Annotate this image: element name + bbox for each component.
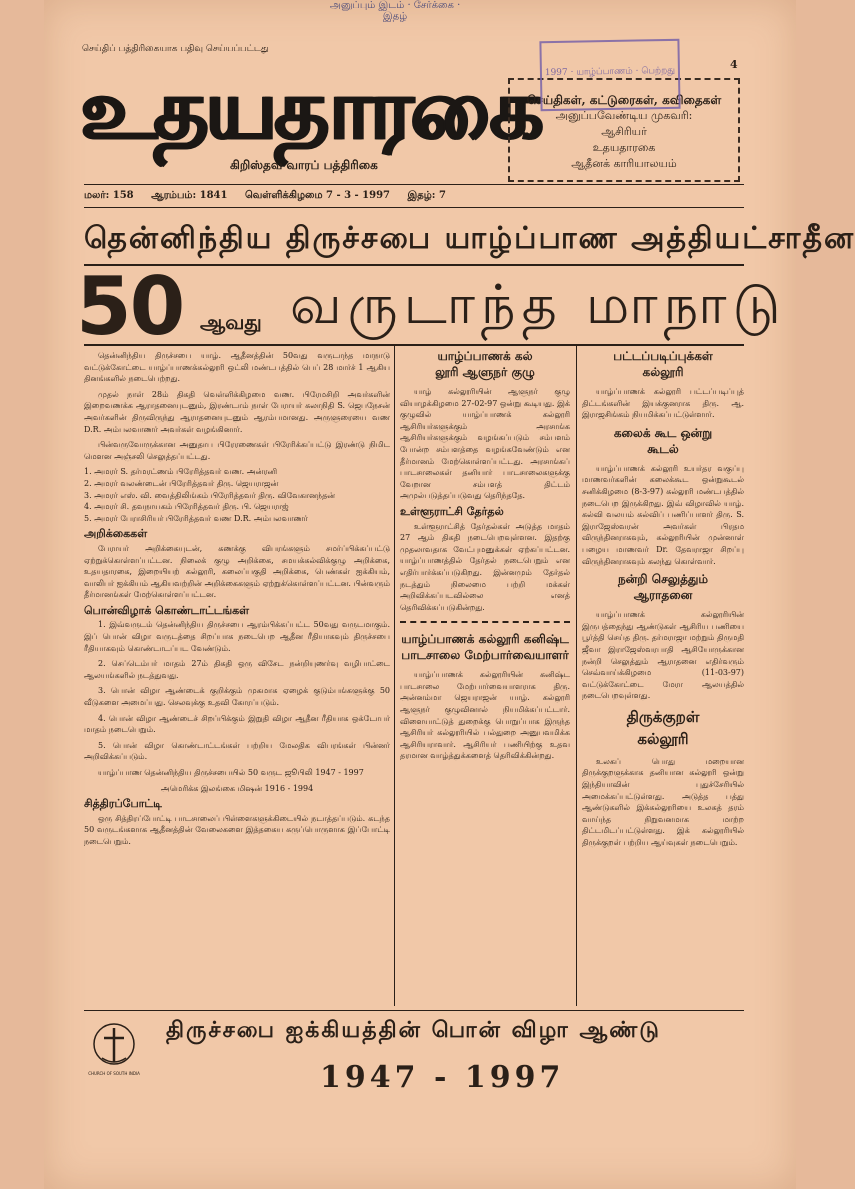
heading-line: கூடல் [647, 441, 679, 456]
article-heading [582, 425, 744, 457]
headline-number: 50 [76, 260, 184, 353]
dashed-divider [400, 621, 570, 623]
heading-line: லூரி ஆளுநர் குழு [435, 365, 535, 379]
section-heading: சித்திரப்போட்டி [84, 797, 162, 811]
founded: ஆரம்பம்: 1841 [151, 190, 228, 201]
heading-line: நன்றி செலுத்தும் [617, 572, 709, 587]
column-middle [400, 348, 570, 1008]
contact-line: ஆசிரியர் [601, 125, 647, 138]
article-heading [582, 706, 744, 750]
jubilee-years: 1947 - 1997 [320, 1060, 565, 1095]
jubilee-title: திருச்சபை ஐக்கியத்தின் பொன் விழா ஆண்டு [166, 1018, 661, 1043]
issue-date: வெள்ளிக்கிழமை 7 - 3 - 1997 [244, 190, 390, 201]
received-stamp-text: 1997 · யாழ்ப்பாணம் · பெற்றது [544, 65, 676, 79]
volume: மலர்: 158 [84, 190, 134, 201]
article-paragraph: பின்வருவோருக்கான அனுதாப பிரேரணைகள் பிரேரிக்கப்பட்டு இரண்டு நிமிட மௌன அஞ்சலி செலுத்தப்பட்டது. [84, 440, 390, 461]
section-heading: பொன்விழாக் கொண்டாட்டங்கள் [84, 603, 250, 617]
article-paragraph: 1. இவ்வருடம் தென்னிந்திய திருச்சபை ஆரம்பிக்கப்பட்ட 50வது வருடமாகும். இப் பொன் விழா வருடத்தை சிறப்பாக நடைபெற ஆதீன ரீதியாகவும் திருச்சபை ரீதியாகவும் கொண்டாடப்பட வேண்டும். [84, 620, 390, 653]
article-paragraph: அமெரிக்க இலங்கை மிஷன் 1916 - 1994 [160, 783, 314, 793]
motion-item: 5. அமரர் பேராசிரியர் பிரேரித்தவர் வண D.R. அம்பலவாணர் [84, 513, 308, 523]
contact-line: உதயதாரகை [592, 141, 656, 154]
article-paragraph: யாழ்ப்பாணக் கல்லூரி பட்டப்படிப்புத் திட்டங்களின் இயக்குனராக திரு. ஆ. இராஜசிங்கம் நியமிக்கப்பட்டுள்ளார். [582, 387, 744, 420]
heading-line: கல்லூரி [637, 729, 689, 748]
contact-line: ஆதீனக் காரியாலயம் [571, 157, 677, 170]
article-paragraph: 5. பொன் விழா கொண்டாட்டங்கள் பற்றிய மேலதிக விபரங்கள் பின்னர் அறிவிக்கப்படும். [84, 740, 390, 762]
heading-line: திருக்குறள் [626, 707, 700, 726]
page-number: 4 [730, 58, 738, 71]
headline-rule [84, 344, 744, 346]
top-address-stamp: அனுப்பும் இடம் · சேர்க்கை · இதழ் [329, 0, 461, 22]
article-paragraph: உள்ளூராட்சித் தேர்தல்கள் அடுத்த மாதம் 27 ஆம் திகதி நடைபெறவுள்ளன. இதற்கு முதலாவதாக வேட்புமனுக்கள் ஏற்கப்பட்டன. யாழ்ப்பாணத்தில் தேர்தல் நடைபெறும் என எதிர்பார்க்கப்படுகிறது. இன்னமும் தேர்தல் நடத்தும் நிலைமை பற்றி மக்கள் அறிவிக்கப்படவில்லை எனத் தெரிவிக்கப்படுகின்றது. [400, 521, 570, 612]
article-heading: உள்ளூராட்சி தேர்தல் [400, 504, 504, 518]
article-paragraph: யாழ்ப்பாண தென்னிந்திய திருச்சபையில் 50 வருட ஜூபிலி 1947 - 1997 [98, 768, 364, 777]
article-paragraph: யாழ்ப்பாணக் கல்லூரியின் கனிஷ்ட பாடசாலை மேற்பார்வையாளராக திரு. அன்னம்மா ஜெயராஜன் யாழ். கல்லூரி ஆளுநர் குழுவினால் நியமிக்கப்பட்டார். விளையாட்டுத் துறைக்கு பொறுப்பாக இருந்த ஆசிரியர் கல்லூரியில் பல்துறை அனுபவமிக்க ஆசிரியராவார். ஆசிரியர் பணியிற்கு உதவ தரமான வாழ்த்துக்களைத் தெரிவிக்கின்றது. [400, 670, 570, 761]
motion-item: 2. அமரர் வலண்டைன் பிரேரித்தவர் திரு. ஜெயராஜன் [84, 478, 279, 488]
heading-line: கல்லூரி [642, 365, 684, 379]
issue-number: இதழ்: 7 [407, 190, 446, 201]
motion-item: 4. அமரர் சி. தவநாயகம் பிரேரித்தவர் திரு. பி. ஜெயராஜ் [84, 502, 289, 512]
dateline [84, 184, 744, 208]
article-paragraph: 3. பொன் விழா ஆண்டைக் குறிக்கும் முகமாக ஏழைக் குடும்பங்களுக்கு 50 வீடுகளை அமைப்பது. செலவுக்கு உதவி கோரப்படும். [84, 686, 390, 708]
headline-line1: தென்னிந்திய திருச்சபை யாழ்ப்பாண அத்தியட்சாதீன [84, 214, 744, 266]
column-rule [394, 346, 395, 1006]
article-heading [400, 348, 570, 380]
article-paragraph: ஒரு சித்திரப்போட்டி பாடசாலைப் பிள்ளைகளுக்கிடையில் நடாத்தப்படும். கடந்த 50 வருடங்களாக ஆதீனத்தின் வேலைகளை இத்தகைய கருப்பொருளாக இப்போட்டி நடைபெறும். [84, 813, 390, 846]
motion-item: 3. அமரர் எஸ். வி. வைத்திலிங்கம் பிரேரித்தவர் திரு. விவேகானந்தன் [84, 490, 336, 500]
article-heading: யாழ்ப்பாணக் கல்லூரி கனிஷ்ட பாடசாலை மேற்பார்வையாளர் [401, 632, 569, 663]
article-paragraph: பேராயர் அறிக்கையுடன், கணக்கு விபரங்களும் சமர்ப்பிக்கப்பட்டு ஏற்றுக்கொள்ளப்பட்டன. நிலைக் குழு அறிக்கை, சமயக்கல்விக்குழு அறிக்கை, உதயதாரகை, இறையியற் கல்லூரி, கலைப்பகுதி அறிக்கை, பெண்கள் ஐக்கியம், வாலிபர் ஐக்கியம் ஆகியவற்றின் அறிக்கைகளும் ஏற்றுக்கொள்ளப்பட்டன. பின்வரும் தீர்மானங்கள் மேற்கொள்ளப்பட்டன. [84, 543, 390, 600]
contact-box-lead: செய்திகள், கட்டுரைகள், கவிதைகள் [526, 93, 722, 107]
article-paragraph: யாழ்ப்பாணக் கல்லூரியின் இருபத்தைந்து ஆண்டுகள் ஆசிரிய பணியை பூர்த்தி செய்த திரு. தர்மராஜா மற்றும் திருமதி ஜீவா இராஜேஸ்வரபாதி ஆசியோருக்கான நன்றி செலுத்தும் ஆராதனை எதிர்வரும் செவ்வாய்க்கிழமை (11-03-97) வட்டுக்கோட்டை மேரா ஆலயத்தில் நடைபெறவுள்ளது. [582, 610, 744, 701]
motion-item: 1. அமரர் S. தர்மரட்ணம் பிரேரித்தவர் வண. அன்ரனி [84, 467, 278, 477]
heading-line: பட்டப்படிப்புக்கள் [613, 349, 713, 363]
masthead-subtitle: கிறிஸ்தவ வாரப் பத்திரிகை [230, 158, 378, 172]
headline-ordinal: ஆவது [200, 310, 262, 334]
column-rule [576, 346, 577, 1006]
article-paragraph: 4. பொன் விழா ஆண்டைச் சிறப்பிக்கும் இறுதி விழா ஆதீன ரீதியாக ஒக்டோபர் மாதம் நடைபெறும். [84, 713, 390, 735]
column-right [582, 348, 744, 1008]
headline-main: வருடாந்த மாநாடு [290, 273, 787, 336]
article-heading [582, 571, 744, 603]
received-stamp [539, 39, 680, 111]
csi-logo-icon [88, 1018, 140, 1078]
article-conference [84, 350, 390, 1000]
section-heading: அறிக்கைகள் [84, 527, 148, 541]
contact-line: அனுப்பவேண்டிய முகவரி: [555, 109, 693, 122]
logo-text: CHURCH OF SOUTH INDIA [88, 1071, 140, 1076]
article-paragraph: முதல் நாள் 28ம் திகதி வெள்ளிக்கிழமை வண. பிரேமசிறி அவர்களின் இறைவணக்க ஆராதனையுடனும், இரண்டாம் நாள் பேராயர் கலாநிதி S. ஜெபநேசன் அவர்களின் திருவிருந்து ஆராதனையுடனும் ஆரம்பமானது. அருளுரையை வண D.R. அம்பலவாணர் அவர்கள் வழங்கினார். [84, 389, 390, 434]
article-paragraph: உலகப் பொது மறையான திருக்குறளுக்காக தனியான கல்லூரி ஒன்று இந்தியாவின் புதுச்சேரியில் அமைக்கப்பட்டுள்ளது. அடுத்த பத்து ஆண்டுகளில் இக்கல்லூரியை உலகத் தரம் வாய்ந்த நிறுவனமாக மாற்ற திட்டமிடப்பட்டுள்ளது. இக் கல்லூரியில் திருக்குறள் பற்றிய ஆய்வுகள் நடைபெறும். [582, 756, 744, 848]
registration-note: செய்திப் பத்திரிகையாக பதிவு செய்யப்பட்டது [82, 44, 269, 54]
heading-line: ஆராதனை [633, 588, 693, 603]
heading-line: கலைக் கூட ஒன்று [613, 425, 713, 440]
article-paragraph: யாழ்ப்பாணக் கல்லூரி உயர்தர வகுப்பு மாணவர்களின் கலைக்கூட ஒன்றுகூடல் சனிக்கிழமை (8-3-97) கல்லூரி மண்டபத்தில் நடைபெற இருக்கிறது. இவ் விழாவில் யாழ். கல்வி வலயம் கல்விப் பணிப்பாளர் திரு. S. இராஜேஸ்வரன் அவர்கள் பிரதம விருந்தினராகவும், கல்லூரியின் முன்னாள் பழைய மாணவர் Dr. தேவராஜா சிறப்பு விருந்தினராகவும் கலந்து கொள்வார். [582, 463, 744, 566]
heading-line: யாழ்ப்பாணக் கல் [437, 349, 533, 363]
article-paragraph: 2. செப்டெம்பர் மாதம் 27ம் திகதி ஒரு விசேட நன்றியுணர்வு வழிபாட்டை ஆலயங்களில் நடத்துவது. [84, 659, 390, 680]
article-paragraph: யாழ் கல்லூரியின் ஆளுநர் குழு வியாழக்கிழமை 27-02-97 ஒன்று கூடியது. இக் குழுவில் யாழ்ப்பாணக் கல்லூரி ஆசிரியர்களுக்கும் அரசாங்க ஆசிரியர்களுக்கும் வழங்கப்படும் சம்பளம் போன்ற சம்பளத்தை வழங்கவேண்டும் என தீர்மானம் மேற்கொள்ளப்பட்டது. அரசாங்கப் பாடசாலைகள் தனியார் பாடசாலைகளுக்கு வேறான சம்பளத் திட்டம் அமுல்படுத்தப்படுவது தெரிந்ததே. [400, 387, 570, 501]
masthead-title: உதயதாரகை [80, 60, 541, 158]
article-heading [582, 348, 744, 380]
article-paragraph: தென்னிந்திய திருச்சபை யாழ். ஆதீனத்தின் 50வது வருடாந்த மாநாடு வட்டுக்கோட்டை யாழ்ப்பாணக்கல்லூரி ஒட்லி மண்டபத்தில் பெப் 28 மார்ச் 1 ஆகிய தினங்களில் நடைபெற்றது. [84, 351, 390, 384]
